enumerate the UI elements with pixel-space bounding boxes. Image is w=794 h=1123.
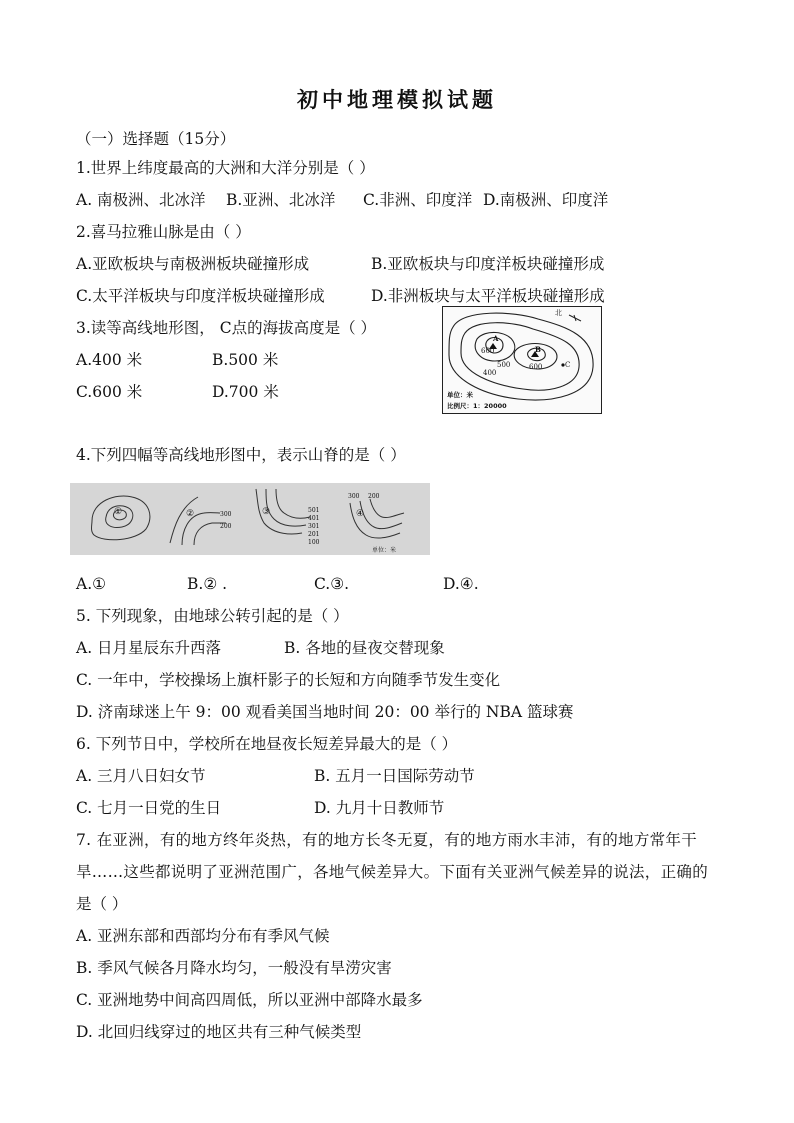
question-5-stem: 5. 下列现象，由地球公转引起的是（ ） xyxy=(76,607,349,625)
question-1-stem: 1.世界上纬度最高的大洲和大洋分别是（ ） xyxy=(76,159,375,177)
fig4-unit-label: 单位：米 xyxy=(372,547,397,554)
contour-line-outer xyxy=(449,313,593,400)
fig-number-3: ③ xyxy=(262,507,271,517)
map-north-label: 北 xyxy=(555,309,562,317)
section-heading: （一）选择题（15分） xyxy=(76,130,236,148)
fig-number-2: ② xyxy=(186,509,195,519)
fig2-contour-1 xyxy=(170,497,198,543)
map-label-500: 500 xyxy=(497,361,511,369)
question-2-option-b: B.亚欧板块与印度洋板块碰撞形成 xyxy=(371,255,605,273)
question-4-option-d: D.④. xyxy=(443,575,479,593)
question-7-stem-line-2: 旱……这些都说明了亚洲范围广，各地气候差异大。下面有关亚洲气候差异的说法，正确的 xyxy=(76,863,709,881)
question-3-option-b: B.500 米 xyxy=(212,351,279,369)
fig4-label-300: 300 xyxy=(348,493,360,500)
page-title: 初中地理模拟试题 xyxy=(297,87,497,112)
question-7-option-c: C. 亚洲地势中间高四周低，所以亚洲中部降水最多 xyxy=(76,991,423,1009)
question-4-option-a: A.① xyxy=(76,575,107,593)
question-2-option-c: C.太平洋板块与印度洋板块碰撞形成 xyxy=(76,287,325,305)
question-6-option-c: C. 七月一日党的生日 xyxy=(76,799,222,817)
question-7-option-d: D. 北回归线穿过的地区共有三种气候类型 xyxy=(76,1023,362,1041)
question-1-option-a: A. 南极洲、北冰洋 xyxy=(76,191,206,209)
fig2-label-200: 200 xyxy=(220,523,232,530)
question-5-option-c: C. 一年中，学校操场上旗杆影子的长短和方向随季节发生变化 xyxy=(76,671,501,689)
contour-map-figure xyxy=(442,306,602,414)
fig3-contour-3 xyxy=(276,489,310,518)
fig4-contour-3 xyxy=(370,499,404,518)
map-label-600-right: 600 xyxy=(529,363,543,371)
question-1-option-d: D.南极洲、印度洋 xyxy=(483,191,609,209)
question-4-option-b: B.② . xyxy=(187,575,228,593)
question-5-option-d: D. 济南球迷上午 9：00 观看美国当地时间 20：00 举行的 NBA 篮球赛 xyxy=(76,703,574,721)
question-3-stem: 3.读等高线地形图， C点的海拔高度是（ ） xyxy=(76,319,377,337)
fig4-contour-2 xyxy=(360,501,402,529)
question-3-option-d: D.700 米 xyxy=(212,383,279,401)
fig-number-1: ① xyxy=(114,507,123,517)
question-1-option-b: B.亚洲、北冰洋 xyxy=(226,191,336,209)
map-label-600-left: 600 xyxy=(481,347,495,355)
map-unit-label: 单位：米 xyxy=(447,391,473,399)
question-3-option-a: A.400 米 xyxy=(76,351,143,369)
fig4-label-200: 200 xyxy=(368,493,380,500)
map-label-c: C xyxy=(565,361,571,369)
question-6-option-d: D. 九月十日教师节 xyxy=(314,799,445,817)
question-5-option-a: A. 日月星辰东升西落 xyxy=(76,639,222,657)
map-label-400: 400 xyxy=(483,369,497,377)
map-scale-label: 比例尺：1：20000 xyxy=(447,402,507,410)
question-3-option-c: C.600 米 xyxy=(76,383,143,401)
map-label-b: B xyxy=(535,345,541,354)
question-4-option-c: C.③. xyxy=(314,575,350,593)
fig1-contour-outer xyxy=(92,496,150,540)
question-1-option-c: C.非洲、印度洋 xyxy=(363,191,473,209)
fig2-label-300: 300 xyxy=(220,511,232,518)
question-2-stem: 2.喜马拉雅山脉是由（ ） xyxy=(76,223,251,241)
fig3-contour-2 xyxy=(266,489,306,526)
map-label-a: A xyxy=(493,334,499,343)
question-6-option-a: A. 三月八日妇女节 xyxy=(76,767,206,785)
question-2-option-d: D.非洲板块与太平洋板块碰撞形成 xyxy=(371,287,605,305)
question-6-option-b: B. 五月一日国际劳动节 xyxy=(314,767,475,785)
ridge-contour-figure xyxy=(70,483,430,555)
fig3-label-501: 501 xyxy=(308,507,320,514)
question-6-stem: 6. 下列节日中，学校所在地昼夜长短差异最大的是（ ） xyxy=(76,735,458,753)
fig3-label-100: 100 xyxy=(308,539,320,546)
question-7-stem-line-1: 7. 在亚洲，有的地方终年炎热，有的地方长冬无夏，有的地方雨水丰沛，有的地方常年干 xyxy=(76,831,698,849)
question-5-option-b: B. 各地的昼夜交替现象 xyxy=(284,639,445,657)
fig3-label-401: 401 xyxy=(308,515,320,522)
question-7-option-a: A. 亚洲东部和西部均分布有季风气候 xyxy=(76,927,330,945)
question-2-option-a: A.亚欧板块与南极洲板块碰撞形成 xyxy=(76,255,310,273)
fig3-label-201: 201 xyxy=(308,531,320,538)
question-7-stem-line-3: 是（ ） xyxy=(76,895,128,913)
fig3-label-301: 301 xyxy=(308,523,320,530)
question-4-stem: 4.下列四幅等高线地形图中，表示山脊的是（ ） xyxy=(76,446,406,464)
contour-line-middle xyxy=(461,323,579,390)
question-7-option-b: B. 季风气候各月降水均匀，一般没有旱涝灾害 xyxy=(76,959,392,977)
fig-number-4: ④ xyxy=(356,509,365,519)
